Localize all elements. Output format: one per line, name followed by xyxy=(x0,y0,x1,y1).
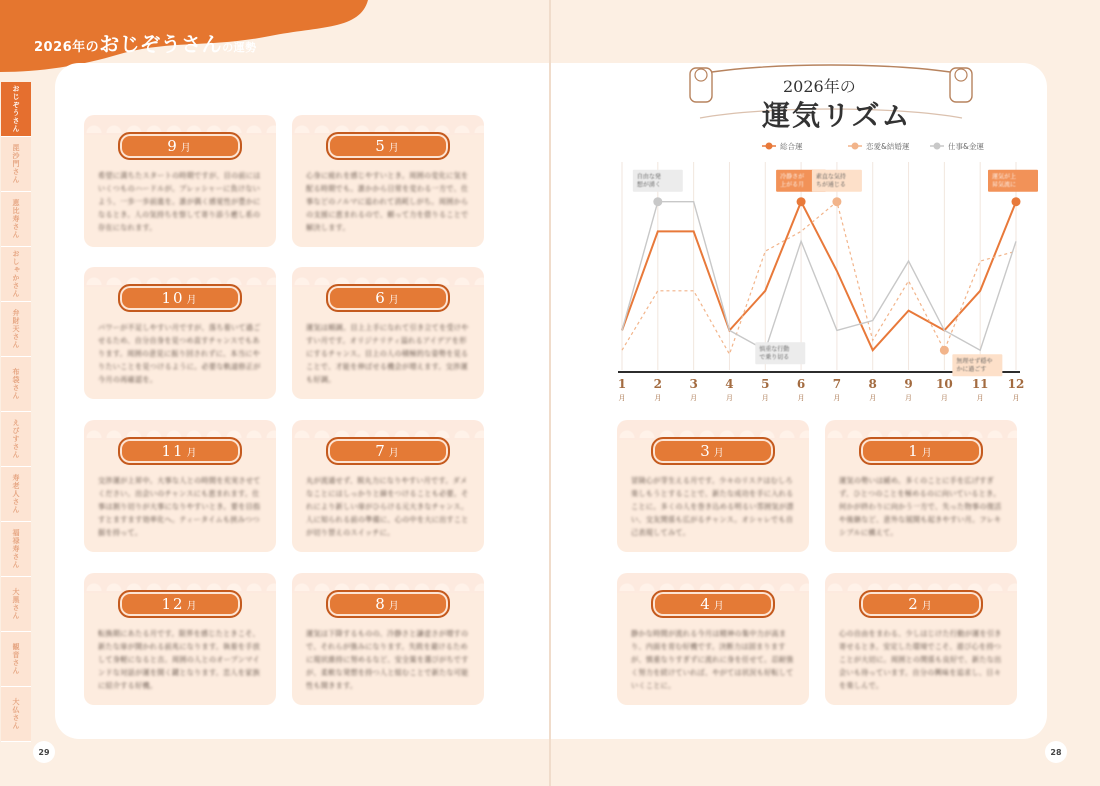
month-badge xyxy=(859,437,983,465)
month-unit: 月 xyxy=(186,600,199,612)
month-number: 5 xyxy=(375,137,387,155)
side-tab-8[interactable]: 福禄寿さん xyxy=(1,522,31,577)
x-tick-unit-3: 月 xyxy=(690,394,698,402)
chart-title-year: 2026年の xyxy=(783,77,856,96)
card-scallop-pattern xyxy=(617,420,809,438)
x-tick-unit-5: 月 xyxy=(761,394,769,402)
x-tick-unit-4: 月 xyxy=(725,394,733,402)
month-unit: 月 xyxy=(921,600,934,612)
x-tick-label-12: 12 xyxy=(1007,377,1025,391)
month-badge xyxy=(326,132,450,160)
month-number: 3 xyxy=(700,442,712,460)
header-suffix: の運勢 xyxy=(222,41,257,54)
x-tick-label-1: 1 xyxy=(617,377,627,391)
month-badge xyxy=(326,284,450,312)
annotation-marker-2 xyxy=(832,197,841,206)
card-scallop-pattern xyxy=(292,420,484,438)
month-number: 1 xyxy=(908,442,920,460)
x-tick-unit-11: 月 xyxy=(976,394,984,402)
side-tab-3[interactable]: おしゃかさん xyxy=(1,247,31,302)
card-scallop-pattern xyxy=(617,573,809,591)
month-badge xyxy=(118,590,242,618)
card-scallop-pattern xyxy=(292,267,484,285)
annotation-text-0: 自由な発想が湧く xyxy=(636,173,661,189)
card-text: 静かな時間が流れる今月は精神の集中力が高まり、内面を育む好機です。決断力は固まりますが、慎重なりすぎずに流れに身を任せて。忍耐強く努力を続けていれば、やがては状況も好転していくことに。 xyxy=(631,629,794,690)
x-tick-unit-2: 月 xyxy=(654,394,662,402)
x-tick-unit-9: 月 xyxy=(905,394,913,402)
month-badge xyxy=(651,437,775,465)
month-unit: 月 xyxy=(713,600,726,612)
card-text: 運気の勢いは緩め。多くのことに手を広げすぎず、ひとつのことを極めるのに向いているとき。何かが終わりに向かう一方で、失った物事の復活や後継など、意外な展開も起きやすい月。フレキシブルに構えて。 xyxy=(839,476,1002,537)
legend-label-2: 仕事&金運 xyxy=(948,142,984,151)
card-text: 希望に満ちたスタートの時期ですが、目の前にはいくつものハードルが。プレッシャーに負けないよう、一歩一歩前進を。誰が偶く感覚性が豊かになるとき。人の気持ちを察して寄り添う癒し系の存在になれます。 xyxy=(98,171,261,232)
fortune-card-m5 xyxy=(292,115,484,247)
header-year: 2026年の xyxy=(34,40,100,55)
month-unit: 月 xyxy=(921,447,934,459)
annotation-marker-5 xyxy=(940,346,949,355)
month-unit: 月 xyxy=(388,600,401,612)
month-unit: 月 xyxy=(180,142,193,154)
fortune-card-m3 xyxy=(617,420,809,552)
card-text: 転換期にあたる月です。限界を感じたときこそ、新たな扉が開かれる前兆になります。執着を手放して身軽になると吉。周囲の人とのオープンマインドな対話が運を開く鍵となります。恋人を家族に紹介する好機。 xyxy=(98,629,260,690)
month-unit: 月 xyxy=(186,447,199,459)
fortune-card-m1 xyxy=(825,420,1017,552)
annotation-marker-1 xyxy=(797,197,806,206)
month-number: 7 xyxy=(375,442,387,460)
x-tick-unit-6: 月 xyxy=(797,394,805,402)
fortune-card-m12 xyxy=(84,573,276,705)
fortune-card-m7 xyxy=(292,420,484,552)
x-tick-label-6: 6 xyxy=(796,377,806,391)
series-line-2 xyxy=(622,202,1016,351)
x-tick-unit-12: 月 xyxy=(1012,394,1020,402)
series-line-1 xyxy=(622,202,1016,354)
month-number: 8 xyxy=(375,595,387,613)
legend-swatch-dot-2 xyxy=(934,143,941,150)
x-tick-label-9: 9 xyxy=(904,377,913,391)
side-tab-7[interactable]: 寿老人さん xyxy=(1,467,31,522)
side-tab-4[interactable]: 弁財天さん xyxy=(1,302,31,357)
legend-swatch-dot-0 xyxy=(766,143,773,150)
month-badge xyxy=(326,437,450,465)
side-tab-6[interactable]: えびすさん xyxy=(1,412,31,467)
card-text: 心身に疲れを感じやすいとき。周囲の変化に気を配る時期でも。誰かから日常を変わる一方で、仕事などのノルマに追われて消耗しがち。周囲からの支援に恵まれるので、頼って力を借りることで解決します。 xyxy=(306,171,469,232)
side-tab-5[interactable]: 布袋さん xyxy=(1,357,31,412)
left-page-number: 29 xyxy=(33,741,55,763)
card-text: パワーが不足しやすい月ですが、落ち着いて過ごせるため、自分自身を見つめ直すチャンスでもあります。周囲の意見に振り回されずに、本当にやりたいことを見つけるように。必要な軌道修正が今月の再確認を。 xyxy=(98,323,261,384)
fortune-card-m2 xyxy=(825,573,1017,705)
month-unit: 月 xyxy=(186,294,199,306)
side-tab-10[interactable]: 観音さん xyxy=(1,632,31,687)
fortune-card-m11 xyxy=(84,420,276,552)
x-tick-label-4: 4 xyxy=(725,377,734,391)
card-text: 運気は下降するものの、冷静さと謙虚さが増すので、それらが強みになります。失敗を避けるために現状維持に努めるなど、安全策を選びがちですが、柔軟な発想を持つ人と組むことで新たな可能性も開きます。 xyxy=(306,629,469,690)
fortune-card-m10 xyxy=(84,267,276,399)
right-page-number: 28 xyxy=(1045,741,1067,763)
annotation-marker-3 xyxy=(1012,197,1021,206)
x-tick-unit-7: 月 xyxy=(833,394,841,402)
month-badge xyxy=(651,590,775,618)
month-number: 9 xyxy=(167,137,179,155)
fortune-card-m4 xyxy=(617,573,809,705)
annotation-text-5: 無理せず穏やかに過ごす xyxy=(956,358,993,374)
card-scallop-pattern xyxy=(292,115,484,133)
month-badge xyxy=(118,284,242,312)
annotation-text-4: 慎重な行動で乗り切る xyxy=(759,346,790,362)
month-unit: 月 xyxy=(388,294,401,306)
annotation-text-3: 運気が上昇気流に xyxy=(992,173,1017,189)
card-scallop-pattern xyxy=(825,573,1017,591)
annotation-marker-0 xyxy=(653,197,662,206)
x-tick-unit-1: 月 xyxy=(618,394,626,402)
x-tick-label-10: 10 xyxy=(936,377,953,391)
month-number: 12 xyxy=(161,595,185,613)
legend-label-0: 総合運 xyxy=(780,142,803,151)
side-tab-11[interactable]: 大仏さん xyxy=(1,687,31,742)
card-text: 運気は順調。目上上手になれて引き立てを受けやすい月です。オリジナリティ溢れるアイデアを形にするチャンス。目上の人の積極的な姿勢を見ることで、才能を伸ばせる機会が増えます。交渉運も好調。 xyxy=(306,323,469,384)
series-line-0 xyxy=(622,202,1016,351)
month-unit: 月 xyxy=(713,447,726,459)
card-scallop-pattern xyxy=(825,420,1017,438)
x-tick-unit-10: 月 xyxy=(940,394,948,402)
page-header-title xyxy=(34,28,257,57)
month-badge xyxy=(118,437,242,465)
card-scallop-pattern xyxy=(292,573,484,591)
month-number: 10 xyxy=(161,289,185,307)
card-scallop-pattern xyxy=(84,267,276,285)
header-name: おじぞうさん xyxy=(99,32,223,56)
side-tab-1[interactable]: 毘沙門さん xyxy=(1,137,31,192)
legend-label-1: 恋愛&結婚運 xyxy=(866,142,910,151)
fortune-rhythm-chart xyxy=(600,130,1040,410)
x-tick-label-2: 2 xyxy=(653,377,662,391)
x-tick-label-7: 7 xyxy=(832,377,842,391)
legend-swatch-dot-1 xyxy=(852,143,859,150)
chart-title-main: 運気リズム xyxy=(762,99,912,132)
month-unit: 月 xyxy=(388,447,401,459)
month-badge xyxy=(859,590,983,618)
fortune-card-m8 xyxy=(292,573,484,705)
month-number: 2 xyxy=(908,595,920,613)
month-number: 6 xyxy=(375,289,387,307)
annotation-text-1: 冷静さが上がる月 xyxy=(780,173,805,189)
fortune-card-m9 xyxy=(84,115,276,247)
x-tick-label-8: 8 xyxy=(868,377,877,391)
month-badge xyxy=(118,132,242,160)
side-tab-9[interactable]: 大黒さん xyxy=(1,577,31,632)
side-tab-2[interactable]: 恵比寿さん xyxy=(1,192,31,247)
month-number: 11 xyxy=(161,442,185,460)
card-text: 心の自由をまわる、少しはじけた行動が運を引き寄せるとき。安定した環境でこそ、遊び心を持つことが大切に。周囲との関係も良好で、新たな出会いも待っています。自分の興味を追求し、日々を楽しんで。 xyxy=(839,629,1002,690)
card-scallop-pattern xyxy=(84,420,276,438)
card-text: 冒険心が芽生える月です。少々のリスクはむしろ楽しもうとすることで、新たな成功を手に入れることに。多くの人を巻き込める明るい雰囲気が漂い、交友関係も広がるチャンス。オシャレでも自己表現してみて。 xyxy=(631,476,794,537)
x-tick-label-3: 3 xyxy=(689,377,698,391)
card-scallop-pattern xyxy=(84,573,276,591)
side-tab-index xyxy=(1,82,31,742)
side-tab-0[interactable]: おじぞうさん xyxy=(1,82,31,137)
month-number: 4 xyxy=(700,595,712,613)
x-tick-unit-8: 月 xyxy=(869,394,877,402)
fortune-card-m6 xyxy=(292,267,484,399)
month-unit: 月 xyxy=(388,142,401,154)
annotation-text-2: 素直な気持ちが通じる xyxy=(815,173,846,189)
x-tick-label-5: 5 xyxy=(761,377,770,391)
month-badge xyxy=(326,590,450,618)
x-tick-label-11: 11 xyxy=(971,377,989,391)
card-scallop-pattern xyxy=(84,115,276,133)
card-text: 交渉運が上昇中。大事な人との時間を充実させてください。出会いのチャンスにも恵まれます。仕事は割り切りが大事になりやすいとき。要を目指すとますます効率化へ。ティータイムも挟みつつ据を持って。 xyxy=(98,476,261,537)
card-text: 丸が流通せず、脱丸力になりやすい月です。ダメなことにはしっかりと線をつけることも必要。それにより新しい扉がひらける元大きなチャンス。人に知られる前の準備に、心の中を大に出すことが切り替えのスイッチに。 xyxy=(306,476,469,537)
